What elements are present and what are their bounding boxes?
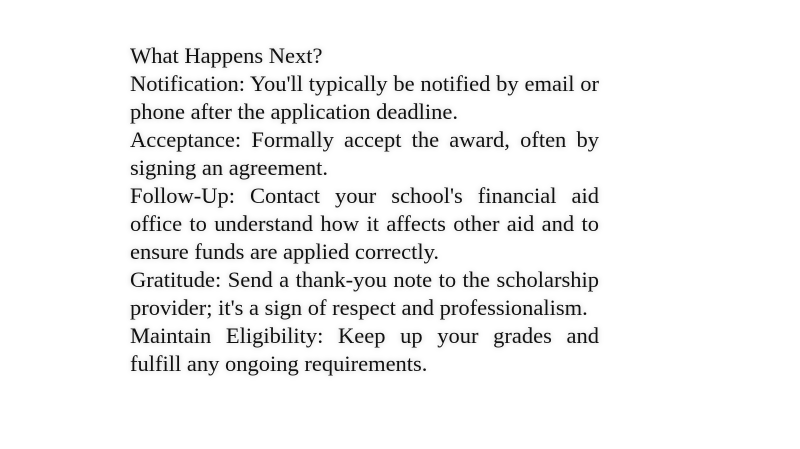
maintain-eligibility-paragraph: Maintain Eligibility: Keep up your grades and fulfill any ongoing requirements. (130, 323, 599, 376)
notification-paragraph: Notification: You'll typically be notified by email or phone after the application deadline. (130, 71, 599, 124)
acceptance-paragraph: Acceptance: Formally accept the award, often by signing an agreement. (130, 127, 599, 180)
follow-up-paragraph: Follow-Up: Contact your school's financial aid office to understand how it affects other aid and to ensure funds are applied correctly. (130, 183, 599, 264)
section-heading: What Happens Next? (130, 43, 323, 68)
document-body (130, 42, 599, 378)
gratitude-paragraph: Gratitude: Send a thank-you note to the scholarship provider; it's a sign of respect and professionalism. (130, 267, 599, 320)
